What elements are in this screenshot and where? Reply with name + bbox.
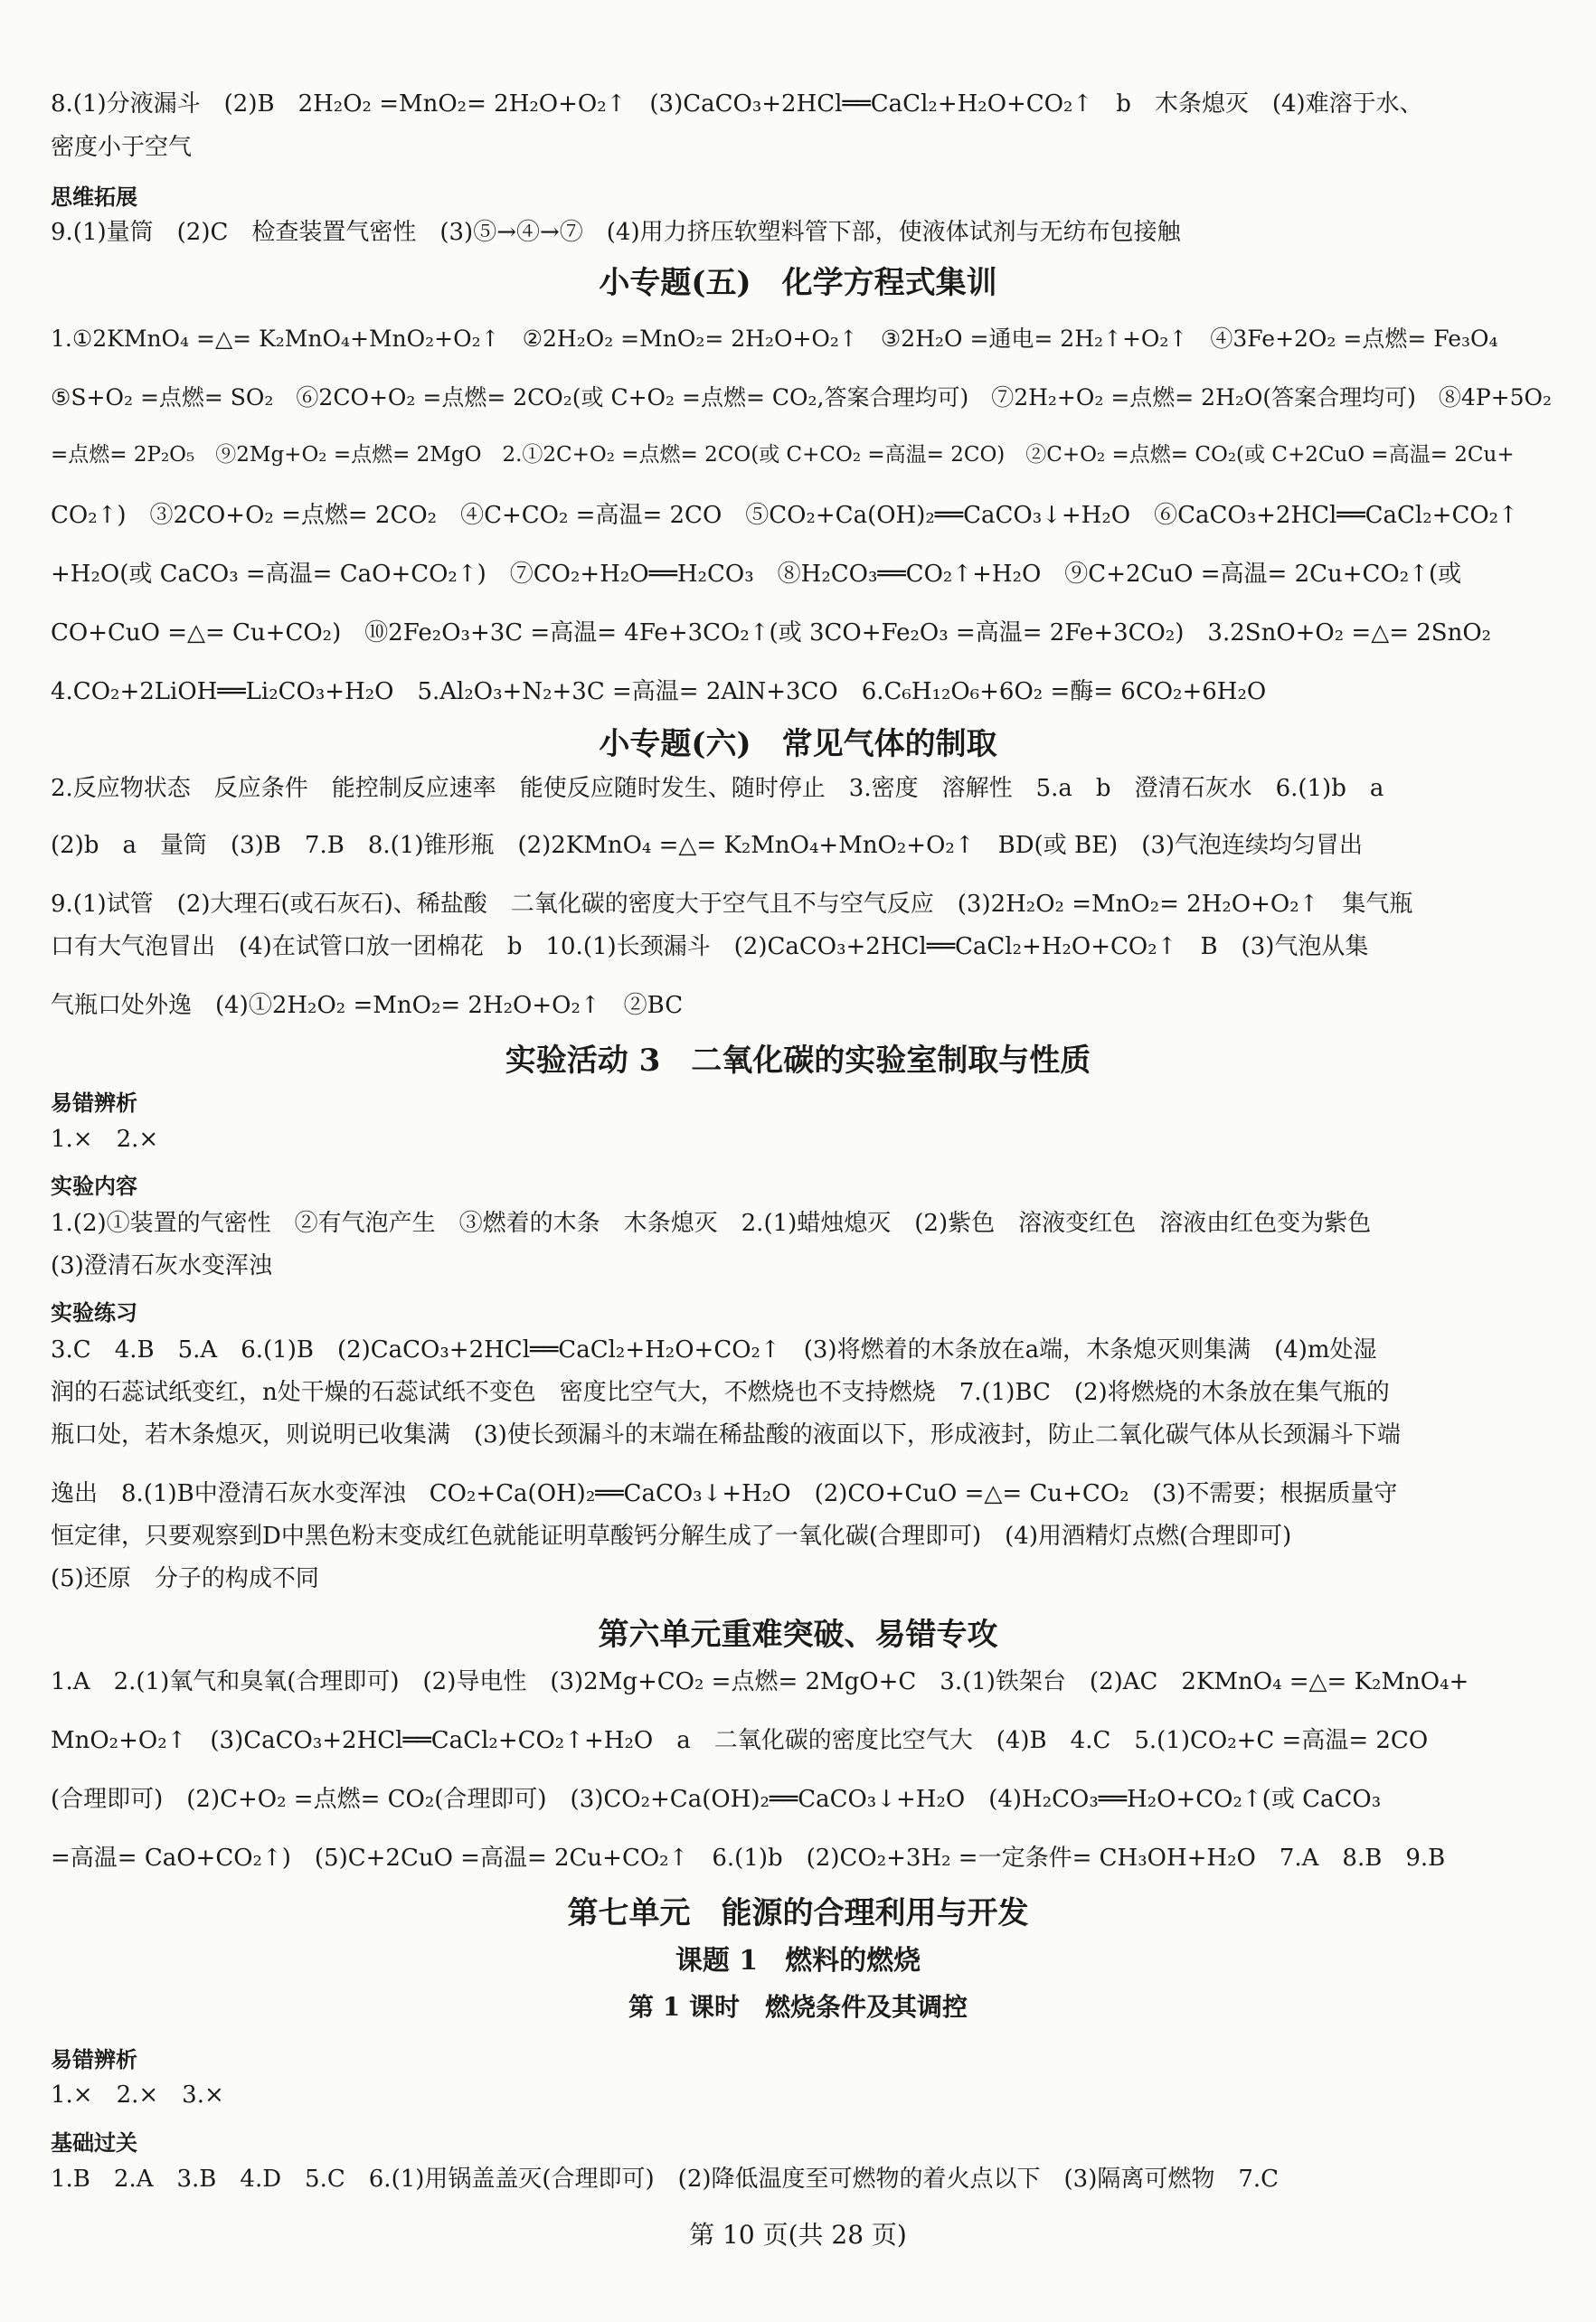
- answer-line: 瓶口处，若木条熄灭，则说明已收集满 (3)使长颈漏斗的末端在稀盐酸的液面以下，形成液封，防止二氧化碳气体从长颈漏斗下端: [51, 1421, 1401, 1449]
- answer-line: ⑤S+O₂ =点燃= SO₂ ⑥2CO+O₂ =点燃= 2CO₂(或 C+O₂ =点燃= CO₂,答案合理均可) ⑦2H₂+O₂ =点燃= 2H₂O(答案合理均可) ⑧4P+5O₂: [51, 384, 1553, 411]
- answer-line: (合理即可) (2)C+O₂ =点燃= CO₂(合理即可) (3)CO₂+Ca(OH)₂══CaCO₃↓+H₂O (4)H₂CO₃══H₂O+CO₂↑(或 CaCO₃: [51, 1786, 1382, 1813]
- lesson-heading: 课题 1 燃料的燃烧: [675, 1945, 921, 1977]
- answer-line: (3)澄清石灰水变浑浊: [51, 1252, 272, 1279]
- answer-line: 口有大气泡冒出 (4)在试管口放一团棉花 b 10.(1)长颈漏斗 (2)CaCO₃+2HCl══CaCl₂+H₂O+CO₂↑ B (3)气泡从集: [51, 933, 1369, 960]
- section-label: 易错辨析: [51, 2047, 137, 2072]
- topic-heading: 小专题(五) 化学方程式集训: [599, 265, 997, 301]
- answer-line: (2)b a 量筒 (3)B 7.B 8.(1)锥形瓶 (2)2KMnO₄ =△= K₂MnO₄+MnO₂+O₂↑ BD(或 BE) (3)气泡连续均匀冒出: [51, 832, 1364, 859]
- answer-line: 1.(2)①装置的气密性 ②有气泡产生 ③燃着的木条 木条熄灭 2.(1)蜡烛熄灭 (2)紫色 溶液变红色 溶液由红色变为紫色: [51, 1210, 1372, 1237]
- section-label: 基础过关: [51, 2130, 137, 2156]
- answer-line: 9.(1)试管 (2)大理石(或石灰石)、稀盐酸 二氧化碳的密度大于空气且不与空气反应 (3)2H₂O₂ =MnO₂= 2H₂O+O₂↑ 集气瓶: [51, 891, 1413, 918]
- answer-line: +H₂O(或 CaCO₃ =高温= CaO+CO₂↑) ⑦CO₂+H₂O══H₂CO₃ ⑧H₂CO₃══CO₂↑+H₂O ⑨C+2CuO =高温= 2Cu+CO₂↑(或: [51, 561, 1462, 588]
- answer-line: 8.(1)分液漏斗 (2)B 2H₂O₂ =MnO₂= 2H₂O+O₂↑ (3)CaCO₃+2HCl══CaCl₂+H₂O+CO₂↑ b 木条熄灭 (4)难溶于水、: [51, 90, 1423, 118]
- unit-heading: 第七单元 能源的合理利用与开发: [567, 1895, 1029, 1931]
- section-label: 思维拓展: [51, 184, 137, 210]
- answer-line: =点燃= 2P₂O₅ ⑨2Mg+O₂ =点燃= 2MgO 2.①2C+O₂ =点燃= 2CO(或 C+CO₂ =高温= 2CO) ②C+O₂ =点燃= CO₂(或 C+2CuO =高温= 2Cu+: [51, 443, 1515, 467]
- unit-heading: 第六单元重难突破、易错专攻: [598, 1617, 998, 1653]
- topic-heading: 小专题(六) 常见气体的制取: [599, 726, 997, 762]
- activity-heading: 实验活动 3 二氧化碳的实验室制取与性质: [505, 1043, 1091, 1079]
- period-heading: 第 1 课时 燃烧条件及其调控: [628, 1992, 968, 2022]
- answer-line: 密度小于空气: [51, 134, 193, 161]
- answer-line: 气瓶口处外逸 (4)①2H₂O₂ =MnO₂= 2H₂O+O₂↑ ②BC: [51, 992, 684, 1019]
- answer-line: 恒定律，只要观察到D中黑色粉末变成红色就能证明草酸钙分解生成了一氧化碳(合理即可) (4)用酒精灯点燃(合理即可): [51, 1523, 1292, 1550]
- section-label: 实验练习: [51, 1300, 137, 1326]
- answer-line: MnO₂+O₂↑ (3)CaCO₃+2HCl══CaCl₂+CO₂↑+H₂O a 二氧化碳的密度比空气大 (4)B 4.C 5.(1)CO₂+C =高温= 2CO: [51, 1727, 1429, 1754]
- answer-line: 1.× 2.×: [51, 1126, 159, 1153]
- section-label: 易错辨析: [51, 1090, 137, 1116]
- answer-line: 润的石蕊试纸变红，n处干燥的石蕊试纸不变色 密度比空气大，不燃烧也不支持燃烧 7.(1)BC (2)将燃烧的木条放在集气瓶的: [51, 1379, 1390, 1406]
- answer-line: 3.C 4.B 5.A 6.(1)B (2)CaCO₃+2HCl══CaCl₂+H₂O+CO₂↑ (3)将燃着的木条放在a端，木条熄灭则集满 (4)m处湿: [51, 1336, 1377, 1364]
- answer-line: 1.A 2.(1)氧气和臭氧(合理即可) (2)导电性 (3)2Mg+CO₂ =点燃= 2MgO+C 3.(1)铁架台 (2)AC 2KMnO₄ =△= K₂MnO₄+: [51, 1668, 1469, 1695]
- answer-line: 1.× 2.× 3.×: [51, 2081, 224, 2109]
- answer-line: =高温= CaO+CO₂↑) (5)C+2CuO =高温= 2Cu+CO₂↑ 6.(1)b (2)CO₂+3H₂ =一定条件= CH₃OH+H₂O 7.A 8.B 9.B: [51, 1845, 1446, 1872]
- answer-line: 2.反应物状态 反应条件 能控制反应速率 能使反应随时发生、随时停止 3.密度 溶解性 5.a b 澄清石灰水 6.(1)b a: [51, 775, 1384, 802]
- answer-line: CO+CuO =△= Cu+CO₂) ⑩2Fe₂O₃+3C =高温= 4Fe+3CO₂↑(或 3CO+Fe₂O₃ =高温= 2Fe+3CO₂) 3.2SnO+O₂ =△= 2SnO₂: [51, 619, 1492, 647]
- answer-line: 9.(1)量筒 (2)C 检查装置气密性 (3)⑤→④→⑦ (4)用力挤压软塑料管下部，使液体试剂与无纺布包接触: [51, 219, 1181, 246]
- answer-line: 逸出 8.(1)B中澄清石灰水变浑浊 CO₂+Ca(OH)₂══CaCO₃↓+H₂O (2)CO+CuO =△= Cu+CO₂ (3)不需要；根据质量守: [51, 1480, 1398, 1507]
- answer-line: CO₂↑) ③2CO+O₂ =点燃= 2CO₂ ④C+CO₂ =高温= 2CO ⑤CO₂+Ca(OH)₂══CaCO₃↓+H₂O ⑥CaCO₃+2HCl══CaCl₂+CO₂↑: [51, 502, 1518, 529]
- section-label: 实验内容: [51, 1174, 137, 1199]
- answer-line: (5)还原 分子的构成不同: [51, 1565, 319, 1592]
- answer-line: 1.B 2.A 3.B 4.D 5.C 6.(1)用锅盖盖灭(合理即可) (2)降低温度至可燃物的着火点以下 (3)隔离可燃物 7.C: [51, 2166, 1280, 2193]
- page-number: 第 10 页(共 28 页): [689, 2220, 907, 2250]
- answer-line: 4.CO₂+2LiOH══Li₂CO₃+H₂O 5.Al₂O₃+N₂+3C =高温= 2AlN+3CO 6.C₆H₁₂O₆+6O₂ =酶= 6CO₂+6H₂O: [51, 678, 1267, 705]
- answer-line: 1.①2KMnO₄ =△= K₂MnO₄+MnO₂+O₂↑ ②2H₂O₂ =MnO₂= 2H₂O+O₂↑ ③2H₂O =通电= 2H₂↑+O₂↑ ④3Fe+2O₂ =点燃= Fe₃O₄: [51, 326, 1498, 352]
